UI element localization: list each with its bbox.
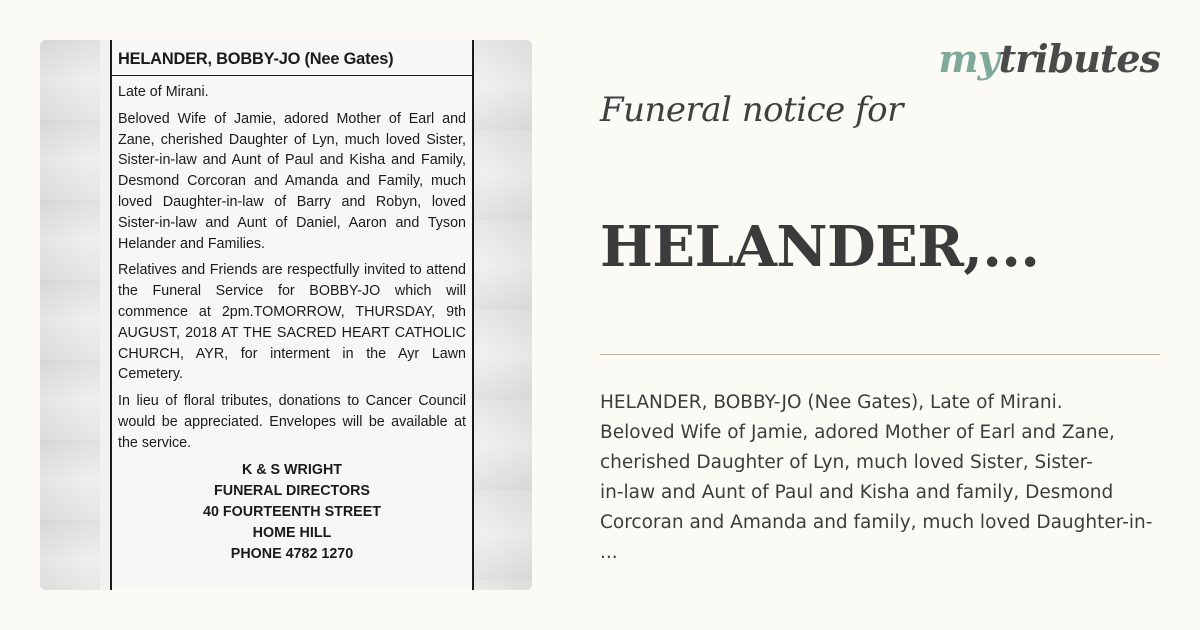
newspaper-notice (110, 40, 474, 590)
notice-family-paragraph: Beloved Wife of Jamie, adored Mother of Earl and Zane, cherished Daughter of Lyn, much loved Sister, Sister-in-law and Aunt of Paul and Kisha and Family, Desmond Corcoran and Amanda and Family, much loved Daughter-in-law of Barry and Robyn, loved Sister-in-law and Aunt of Daniel, Aaron and Tyson Helander and Families. (118, 110, 466, 252)
director-line: HOME HILL (252, 524, 332, 541)
logo-part-my: my (938, 36, 999, 81)
excerpt-line: Beloved Wife of Jamie, adored Mother of Earl and Zane, (600, 422, 1115, 443)
deceased-name-heading: HELANDER,... (600, 214, 1040, 280)
director-line: FUNERAL DIRECTORS (214, 482, 370, 499)
notice-excerpt (600, 388, 1200, 568)
notice-divider (112, 75, 472, 76)
mytributes-logo[interactable] (938, 36, 1160, 81)
notice-service-paragraph: Relatives and Friends are respectfully invited to attend the Funeral Service for BOBBY-JO which will commence at 2pm.TOMORROW, THURSDAY, 9th AUGUST, 2018 AT THE SACRED HEART CATHOLIC CHURCH, AYR, for interment in the Ayr Lawn Cemetery. (118, 262, 466, 383)
funeral-director-block (118, 460, 466, 565)
excerpt-line: cherished Daughter of Lyn, much loved Sister, Sister- (600, 452, 1093, 473)
excerpt-line: in-law and Aunt of Paul and Kisha and family, Desmond (600, 482, 1114, 503)
notice-late-of: Late of Mirani. (118, 84, 209, 100)
notice-image (40, 40, 532, 590)
notice-title: HELANDER, BOBBY-JO (Nee Gates) (118, 50, 394, 68)
page-subtitle: Funeral notice for (600, 90, 903, 130)
section-divider (600, 354, 1160, 355)
excerpt-line: ... (600, 542, 618, 563)
director-line: 40 FOURTEENTH STREET (203, 503, 381, 520)
director-line: K & S WRIGHT (241, 461, 343, 478)
excerpt-line: Corcoran and Amanda and family, much loved Daughter-in- (600, 512, 1153, 533)
logo-part-tributes: tributes (998, 36, 1160, 81)
notice-donations-paragraph: In lieu of floral tributes, donations to Cancer Council would be appreciated. Envelopes will be available at the service. (118, 393, 466, 451)
director-line: PHONE 4782 1270 (230, 545, 354, 562)
excerpt-line: HELANDER, BOBBY-JO (Nee Gates), Late of Mirani. (600, 392, 1063, 413)
